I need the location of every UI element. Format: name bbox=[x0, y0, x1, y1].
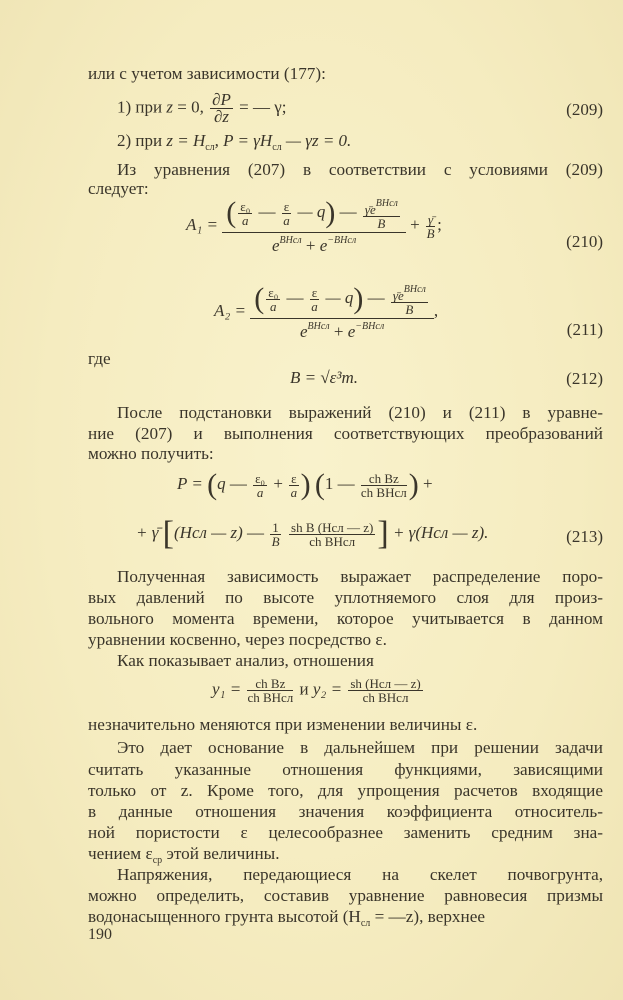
text-line: Из уравнения (207) в соответствии с условиями (209) bbox=[117, 160, 603, 179]
text-line: Как показывает анализ, отношения bbox=[117, 651, 374, 670]
text-line: После подстановки выражений (210) и (211) в уравне- bbox=[117, 403, 603, 422]
text-line: вых давлений по высоте уплотняемого слоя для произ- bbox=[88, 588, 603, 607]
condition-1: 1) при z = 0, $\frac{\partial P}{\partial z}$ = — γ; bbox=[117, 90, 287, 126]
equation-number: (211) bbox=[566, 320, 603, 339]
text-line: можно определить, составив уравнение равновесия призмы bbox=[88, 886, 603, 905]
text-line: ние (207) и выполнения соответствующих преобразований bbox=[88, 424, 603, 443]
condition-2: 2) при $z = H_{сл}$, $P = \gamma H_{сл}$ — γz = 0. bbox=[117, 131, 352, 153]
text-line: считать указанные отношения функциями, зависящими bbox=[88, 760, 603, 779]
equation-213-line-1: P = (q — $\frac{\text{ε₀}}{a}$ + $\frac{\varepsilon}{a}$ ) (1 — $\frac{\text{ch Bz}}{\text{ch BHсл}}$ ) + bbox=[177, 468, 433, 501]
text-line: водонасыщенного грунта высотой ($H_{сл}$ = —z), верхнее bbox=[88, 907, 485, 929]
equation-212: B = √ε³m. bbox=[290, 368, 359, 387]
text-line: где bbox=[88, 349, 111, 368]
text-line: или с учетом зависимости (177): bbox=[88, 64, 326, 83]
text-line: чением $\varepsilon_{ср}$ этой величины. bbox=[88, 844, 280, 866]
text-line: в данные отношения значения коэффициента относитель- bbox=[88, 802, 603, 821]
equation-213-line-2: + γ̄ [(Hсл — z) — $\frac{1}{B}$ $\frac{\text{sh B (Hсл — z)}}{\text{ch BHсл}}$ ] + γ(Hсл — z). bbox=[136, 515, 489, 552]
ratios-equation: y₁ = $\frac{\text{ch Bz}}{\text{ch BHсл}}$ и y₂ = $\frac{\text{sh (Hсл — z)}}{\text{ch BHсл}}$ bbox=[212, 676, 421, 705]
text-line: Это дает основание в дальнейшем при решении задачи bbox=[117, 738, 603, 757]
text-line: Напряжения, передающиеся на скелет почвогрунта, bbox=[117, 865, 603, 884]
text-line: следует: bbox=[88, 179, 149, 198]
equation-number: (210) bbox=[566, 232, 603, 251]
equation-number: (212) bbox=[566, 369, 603, 388]
equation-number: (209) bbox=[566, 100, 603, 119]
text-line: только от z. Кроме того, для упрощения расчетов входящие bbox=[88, 781, 603, 800]
text-line: можно получить: bbox=[88, 444, 214, 463]
equation-211: A₂ = ( $\frac{\text{ε₀}}{a}$ — $\frac{\varepsilon}{a}$ — q) — $\frac{\gammāe^{BHсл}}{B}$ $e^{BHсл} + e^{-BHсл}$ , bbox=[214, 282, 439, 341]
text-line: ной пористости ε целесообразнее заменить средним зна- bbox=[88, 823, 603, 842]
text-line: незначительно меняются при изменении величины ε. bbox=[88, 715, 478, 734]
equation-210: A₁ = ( $\frac{\text{ε₀}}{a}$ — $\frac{\varepsilon}{a}$ — q) — $\frac{\gammāe^{BHсл}}{B}$ $e^{BHсл} + e^{-BHсл}$ + $\frac{\gammā}{B}$ ; bbox=[186, 196, 442, 255]
equation-number: (213) bbox=[566, 527, 603, 546]
text-line: Полученная зависимость выражает распределение поро- bbox=[117, 567, 603, 586]
page-number: 190 bbox=[88, 926, 112, 943]
text-line: уравнении косвенно, через посредство ε. bbox=[88, 630, 387, 649]
text-line: вольного момента времени, которое учитывается в данном bbox=[88, 609, 603, 628]
partial-derivative: $\frac{\partial P}{\partial z}$ bbox=[212, 90, 231, 126]
